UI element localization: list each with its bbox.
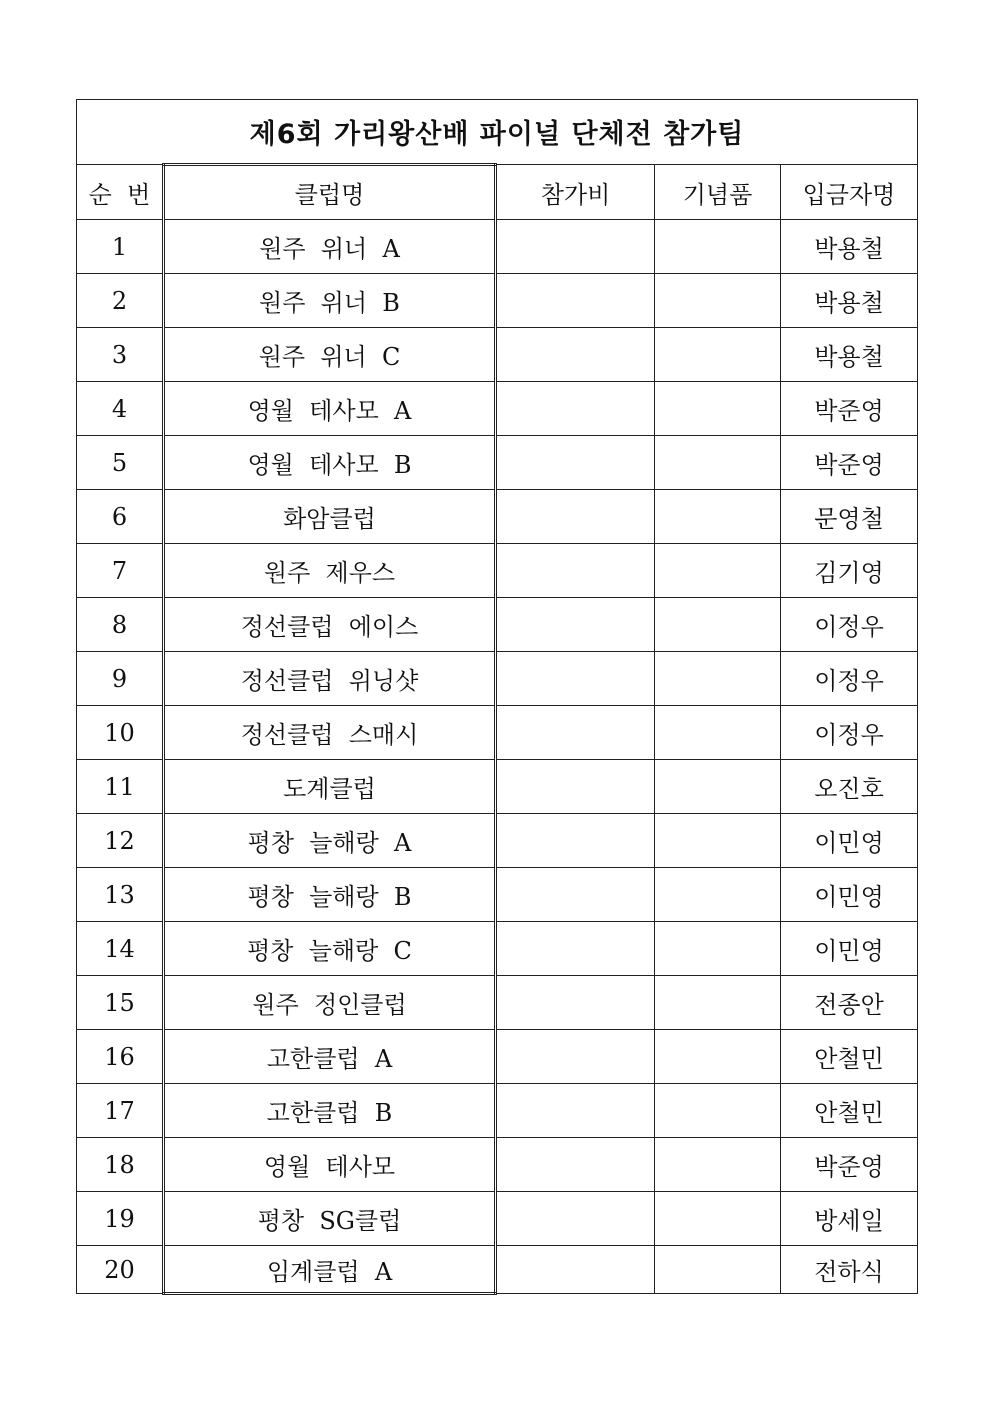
depositor-name-cell <box>781 706 918 760</box>
depositor-name-cell <box>781 1084 918 1138</box>
souvenir-cell <box>655 760 781 814</box>
row-number-cell-text: 9 <box>111 664 128 693</box>
table-row <box>77 382 918 436</box>
club-name-cell <box>164 274 496 328</box>
depositor-name-cell-text: 이정우 <box>814 613 884 641</box>
row-number-cell <box>77 1246 164 1294</box>
entry-fee-cell <box>496 868 655 922</box>
club-name-cell-text: 고한클럽 B <box>266 1099 393 1127</box>
row-number-cell-text: 15 <box>104 988 135 1017</box>
entry-fee-cell <box>496 490 655 544</box>
depositor-name-cell-text: 전하식 <box>814 1258 884 1286</box>
table-row <box>77 760 918 814</box>
depositor-name-cell-text: 오진호 <box>814 775 884 803</box>
depositor-name-cell-text: 이민영 <box>814 883 884 911</box>
entry-fee-cell <box>496 814 655 868</box>
club-name-cell-text: 정선클럽 위닝샷 <box>240 667 419 695</box>
entry-fee-cell <box>496 436 655 490</box>
club-name-cell-text: 원주 위너 C <box>258 343 401 371</box>
row-number-cell <box>77 922 164 976</box>
depositor-name-cell-text: 박준영 <box>814 1153 884 1181</box>
club-name-cell <box>164 382 496 436</box>
table-row <box>77 976 918 1030</box>
entry-fee-cell <box>496 1084 655 1138</box>
club-name-cell <box>164 652 496 706</box>
depositor-name-cell-text: 안철민 <box>814 1099 884 1127</box>
club-name-cell-text: 도계클럽 <box>283 775 376 803</box>
depositor-name-cell-text: 이민영 <box>814 937 884 965</box>
souvenir-cell <box>655 328 781 382</box>
souvenir-cell <box>655 814 781 868</box>
row-number-cell <box>77 436 164 490</box>
header-no: 순 번 <box>77 165 164 220</box>
entry-fee-cell <box>496 1030 655 1084</box>
row-number-cell-text: 13 <box>104 880 135 909</box>
row-number-cell-text: 1 <box>111 232 128 261</box>
club-name-cell-text: 평창 늘해랑 A <box>247 829 412 857</box>
row-number-cell-text: 18 <box>104 1150 135 1179</box>
souvenir-cell <box>655 1138 781 1192</box>
table-row <box>77 274 918 328</box>
entry-fee-cell <box>496 382 655 436</box>
table-row <box>77 1192 918 1246</box>
row-number-cell-text: 3 <box>111 340 128 369</box>
table-row <box>77 1030 918 1084</box>
entry-fee-cell <box>496 706 655 760</box>
club-name-cell-text: 영월 테사모 <box>263 1153 396 1181</box>
row-number-cell-text: 11 <box>104 772 135 801</box>
depositor-name-cell <box>781 490 918 544</box>
depositor-name-cell-text: 박용철 <box>814 289 884 317</box>
depositor-name-cell-text: 박용철 <box>814 343 884 371</box>
row-number-cell-text: 16 <box>104 1042 135 1071</box>
souvenir-cell <box>655 652 781 706</box>
header-depositor: 입금자명 <box>781 165 918 220</box>
row-number-cell <box>77 976 164 1030</box>
club-name-cell <box>164 868 496 922</box>
row-number-cell <box>77 220 164 274</box>
entry-fee-cell <box>496 652 655 706</box>
row-number-cell <box>77 328 164 382</box>
table-row <box>77 598 918 652</box>
depositor-name-cell <box>781 652 918 706</box>
row-number-cell <box>77 706 164 760</box>
depositor-name-cell <box>781 274 918 328</box>
club-name-cell-text: 평창 늘해랑 B <box>247 883 412 911</box>
entry-fee-cell <box>496 328 655 382</box>
entry-fee-cell <box>496 274 655 328</box>
table-row <box>77 220 918 274</box>
row-number-cell <box>77 382 164 436</box>
table-row <box>77 436 918 490</box>
club-name-cell-text: 평창 SG클럽 <box>257 1207 402 1235</box>
row-number-cell <box>77 814 164 868</box>
row-number-cell-text: 4 <box>111 394 128 423</box>
souvenir-cell <box>655 976 781 1030</box>
club-name-cell-text: 평창 늘해랑 C <box>247 937 412 965</box>
souvenir-cell <box>655 1030 781 1084</box>
row-number-cell <box>77 598 164 652</box>
club-name-cell <box>164 490 496 544</box>
club-name-cell <box>164 1030 496 1084</box>
title-row <box>77 100 918 165</box>
entry-fee-cell <box>496 544 655 598</box>
entry-fee-cell <box>496 1138 655 1192</box>
depositor-name-cell-text: 이정우 <box>814 667 884 695</box>
table-row <box>77 814 918 868</box>
depositor-name-cell <box>781 220 918 274</box>
club-name-cell <box>164 814 496 868</box>
souvenir-cell <box>655 544 781 598</box>
souvenir-cell <box>655 1084 781 1138</box>
team-roster-sheet <box>76 99 917 1295</box>
row-number-cell <box>77 274 164 328</box>
row-number-cell <box>77 652 164 706</box>
table-row <box>77 706 918 760</box>
depositor-name-cell-text: 박용철 <box>814 235 884 263</box>
row-number-cell-text: 19 <box>104 1204 135 1233</box>
club-name-cell-text: 원주 정인클럽 <box>252 991 407 1019</box>
entry-fee-cell <box>496 1192 655 1246</box>
row-number-cell-text: 6 <box>111 502 128 531</box>
depositor-name-cell <box>781 976 918 1030</box>
club-name-cell <box>164 544 496 598</box>
row-number-cell <box>77 868 164 922</box>
club-name-cell-text: 임계클럽 A <box>266 1257 393 1286</box>
row-number-cell-text: 2 <box>111 286 128 315</box>
club-name-cell <box>164 922 496 976</box>
depositor-name-cell <box>781 328 918 382</box>
table-row <box>77 544 918 598</box>
souvenir-cell <box>655 274 781 328</box>
depositor-name-cell-text: 박준영 <box>814 397 884 425</box>
row-number-cell <box>77 1192 164 1246</box>
depositor-name-cell <box>781 382 918 436</box>
club-name-cell-text: 정선클럽 스매시 <box>240 721 419 749</box>
souvenir-cell <box>655 1246 781 1294</box>
entry-fee-cell <box>496 220 655 274</box>
club-name-cell-text: 영월 테사모 B <box>247 451 412 479</box>
row-number-cell <box>77 490 164 544</box>
depositor-name-cell-text: 김기영 <box>814 559 884 587</box>
header-fee: 참가비 <box>496 165 655 220</box>
souvenir-cell <box>655 1192 781 1246</box>
souvenir-cell <box>655 490 781 544</box>
row-number-cell <box>77 544 164 598</box>
souvenir-cell <box>655 922 781 976</box>
row-number-cell <box>77 1030 164 1084</box>
table-row <box>77 868 918 922</box>
row-number-cell-text: 14 <box>104 934 135 963</box>
club-name-cell <box>164 976 496 1030</box>
row-number-cell-text: 8 <box>111 610 128 639</box>
club-name-cell <box>164 220 496 274</box>
depositor-name-cell <box>781 868 918 922</box>
depositor-name-cell <box>781 760 918 814</box>
table-row <box>77 1084 918 1138</box>
souvenir-cell <box>655 436 781 490</box>
club-name-cell <box>164 1084 496 1138</box>
depositor-name-cell <box>781 1030 918 1084</box>
header-row <box>77 165 918 220</box>
depositor-name-cell-text: 박준영 <box>814 451 884 479</box>
depositor-name-cell <box>781 436 918 490</box>
row-number-cell-text: 12 <box>104 826 135 855</box>
table-row <box>77 490 918 544</box>
depositor-name-cell <box>781 1138 918 1192</box>
club-name-cell <box>164 1192 496 1246</box>
row-number-cell-text: 7 <box>111 556 128 585</box>
club-name-cell <box>164 436 496 490</box>
entry-fee-cell <box>496 976 655 1030</box>
team-roster-table <box>76 99 918 1295</box>
club-name-cell <box>164 1138 496 1192</box>
club-name-cell-text: 화암클럽 <box>283 505 376 533</box>
depositor-name-cell-text: 전종안 <box>814 991 884 1019</box>
table-row <box>77 1246 918 1294</box>
club-name-cell <box>164 328 496 382</box>
souvenir-cell <box>655 382 781 436</box>
row-number-cell <box>77 1084 164 1138</box>
depositor-name-cell <box>781 922 918 976</box>
depositor-name-cell-text: 방세일 <box>814 1207 884 1235</box>
club-name-cell <box>164 598 496 652</box>
depositor-name-cell <box>781 814 918 868</box>
depositor-name-cell <box>781 544 918 598</box>
club-name-cell-text: 영월 테사모 A <box>247 397 412 425</box>
souvenir-cell <box>655 598 781 652</box>
souvenir-cell <box>655 706 781 760</box>
row-number-cell <box>77 760 164 814</box>
entry-fee-cell <box>496 598 655 652</box>
depositor-name-cell <box>781 1246 918 1294</box>
club-name-cell-text: 고한클럽 A <box>266 1045 393 1073</box>
club-name-cell-text: 정선클럽 에이스 <box>240 613 419 641</box>
row-number-cell-text: 5 <box>111 448 128 477</box>
table-row <box>77 652 918 706</box>
club-name-cell-text: 원주 위너 B <box>259 289 400 317</box>
row-number-cell <box>77 1138 164 1192</box>
souvenir-cell <box>655 868 781 922</box>
entry-fee-cell <box>496 1246 655 1294</box>
club-name-cell-text: 원주 제우스 <box>263 559 396 587</box>
row-number-cell-text: 10 <box>104 718 135 747</box>
table-row <box>77 328 918 382</box>
club-name-cell <box>164 706 496 760</box>
souvenir-cell <box>655 220 781 274</box>
table-row <box>77 1138 918 1192</box>
depositor-name-cell <box>781 1192 918 1246</box>
depositor-name-cell-text: 문영철 <box>814 505 884 533</box>
depositor-name-cell-text: 이정우 <box>814 721 884 749</box>
document-title: 제6회 가리왕산배 파이널 단체전 참가팀 <box>77 100 918 165</box>
entry-fee-cell <box>496 760 655 814</box>
club-name-cell <box>164 760 496 814</box>
club-name-cell <box>164 1246 496 1294</box>
entry-fee-cell <box>496 922 655 976</box>
row-number-cell-text: 20 <box>104 1255 135 1284</box>
header-gift: 기념품 <box>655 165 781 220</box>
depositor-name-cell <box>781 598 918 652</box>
row-number-cell-text: 17 <box>104 1096 135 1125</box>
club-name-cell-text: 원주 위너 A <box>259 235 400 263</box>
depositor-name-cell-text: 이민영 <box>814 829 884 857</box>
depositor-name-cell-text: 안철민 <box>814 1045 884 1073</box>
table-row <box>77 922 918 976</box>
header-club: 클럽명 <box>164 165 496 220</box>
